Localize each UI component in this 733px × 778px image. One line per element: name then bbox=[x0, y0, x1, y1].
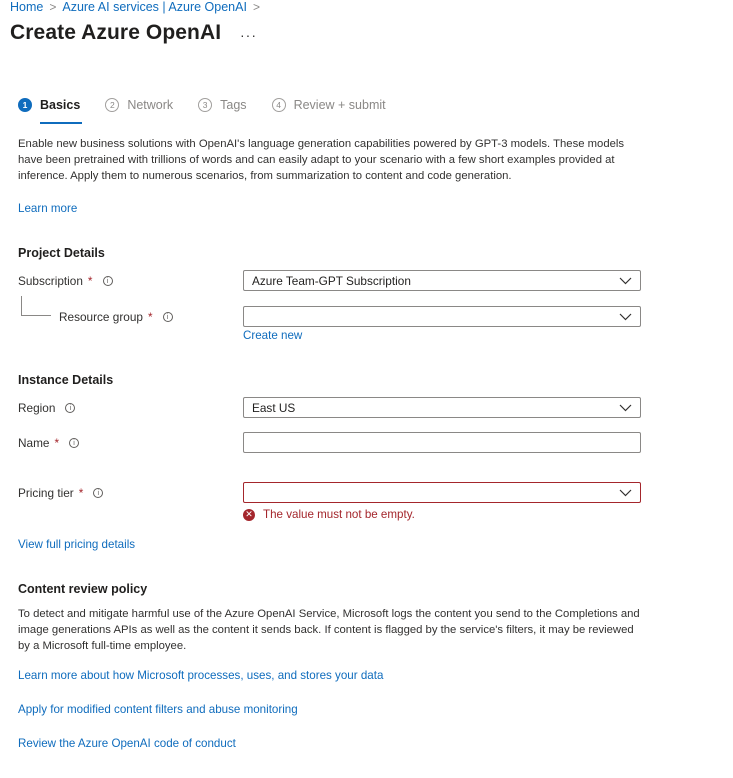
learn-more-data-link[interactable]: Learn more about how Microsoft processes, uses, and stores your data bbox=[18, 669, 384, 682]
active-tab-indicator bbox=[40, 122, 82, 124]
tab-tags[interactable] bbox=[198, 98, 246, 112]
chevron-down-icon bbox=[619, 488, 632, 497]
learn-more-link[interactable]: Learn more bbox=[18, 202, 78, 215]
info-icon[interactable]: i bbox=[163, 312, 173, 322]
tab-label: Basics bbox=[40, 98, 81, 112]
tree-connector bbox=[21, 296, 22, 315]
more-options-icon[interactable]: ··· bbox=[240, 27, 257, 43]
error-message: The value must not be empty. bbox=[263, 508, 415, 521]
breadcrumb-home[interactable]: Home bbox=[10, 0, 44, 14]
view-pricing-link[interactable]: View full pricing details bbox=[18, 538, 136, 551]
content-review-description: To detect and mitigate harmful use of the Azure OpenAI Service, Microsoft logs the content you send to the Completions and image generations APIs as well as the content it sends back. If content is flagged by the service's filters, it may be reviewed by a Microsoft full-time employee. bbox=[18, 608, 640, 652]
breadcrumb bbox=[10, 0, 260, 14]
step-2-icon: 2 bbox=[105, 98, 119, 112]
required-marker: * bbox=[78, 486, 84, 500]
subscription-label: Subscription * i bbox=[18, 274, 113, 288]
region-value: East US bbox=[252, 400, 296, 415]
chevron-right-icon: > bbox=[49, 0, 57, 14]
tab-basics[interactable] bbox=[18, 98, 80, 112]
step-1-icon: 1 bbox=[18, 98, 32, 112]
subscription-select[interactable] bbox=[243, 270, 641, 291]
tree-connector bbox=[21, 315, 51, 316]
modified-filters-link[interactable]: Apply for modified content filters and abuse monitoring bbox=[18, 703, 298, 716]
name-input[interactable] bbox=[243, 432, 641, 453]
required-marker: * bbox=[87, 274, 93, 288]
step-4-icon: 4 bbox=[272, 98, 286, 112]
resource-group-label: Resource group * i bbox=[59, 310, 173, 324]
page-title: Create Azure OpenAI bbox=[10, 21, 222, 44]
tab-label: Network bbox=[127, 98, 174, 112]
region-label: Region i bbox=[18, 401, 75, 415]
chevron-down-icon bbox=[619, 403, 632, 412]
instance-details-heading: Instance Details bbox=[18, 373, 114, 387]
subscription-value: Azure Team-GPT Subscription bbox=[252, 273, 411, 288]
info-icon[interactable]: i bbox=[69, 438, 79, 448]
chevron-down-icon bbox=[619, 276, 632, 285]
error-icon: ✕ bbox=[243, 509, 255, 521]
code-of-conduct-link[interactable]: Review the Azure OpenAI code of conduct bbox=[18, 737, 236, 750]
project-details-heading: Project Details bbox=[18, 246, 105, 260]
resource-group-select[interactable] bbox=[243, 306, 641, 327]
info-icon[interactable]: i bbox=[103, 276, 113, 286]
required-marker: * bbox=[54, 436, 60, 450]
required-marker: * bbox=[147, 310, 153, 324]
step-3-icon: 3 bbox=[198, 98, 212, 112]
pricing-tier-select[interactable] bbox=[243, 482, 641, 503]
tab-review-submit[interactable] bbox=[272, 98, 386, 112]
info-icon[interactable]: i bbox=[65, 403, 75, 413]
intro-description: Enable new business solutions with OpenAI's language generation capabilities powered by GPT-3 models. These models have been pretrained with trillions of words and can easily adapt to your scenario with a few short examples provided at inference. Apply them to numerous scenarios, from summarization to content and code generation. bbox=[18, 138, 625, 182]
tab-network[interactable] bbox=[105, 98, 173, 112]
wizard-tabs bbox=[18, 98, 411, 112]
chevron-down-icon bbox=[619, 312, 632, 321]
pricing-tier-label: Pricing tier * i bbox=[18, 486, 103, 500]
breadcrumb-azure-ai-services[interactable]: Azure AI services | Azure OpenAI bbox=[62, 0, 247, 14]
region-select[interactable] bbox=[243, 397, 641, 418]
info-icon[interactable]: i bbox=[93, 488, 103, 498]
pricing-tier-error bbox=[243, 508, 415, 521]
name-label: Name * i bbox=[18, 436, 79, 450]
tab-label: Tags bbox=[220, 98, 247, 112]
chevron-right-icon: > bbox=[252, 0, 260, 14]
content-review-heading: Content review policy bbox=[18, 582, 148, 596]
create-new-link[interactable]: Create new bbox=[243, 329, 303, 342]
tab-label: Review + submit bbox=[293, 98, 386, 112]
